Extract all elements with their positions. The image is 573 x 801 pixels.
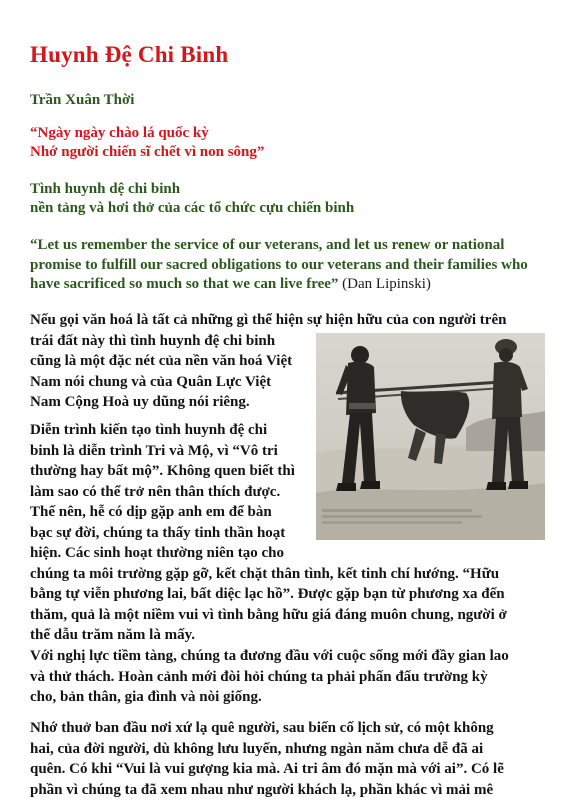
paragraph-line: thăm, quả là một niềm vui vì tình bằng hữu giá đáng muôn chung, người ở — [30, 606, 507, 623]
paragraph-line: hai, của đời người, dù không lưu luyến, nhưng ngàn năm chưa dễ đã ai — [30, 740, 484, 757]
quote-line: “Ngày ngày chào lá quốc kỳ — [30, 125, 209, 141]
paragraph-line: bạc sự đời, chúng ta thấy tinh thần hoạt — [30, 524, 286, 541]
paragraph-line: Với nghị lực tiềm tàng, chúng ta đương đầu với cuộc sống mới đầy gian lao — [30, 648, 509, 664]
paragraph-line: Nam nói chung và của Quân Lực Việt — [30, 373, 272, 390]
paragraph-line: bằng tự viễn phương lai, bất diệc lạc hồ”. Được gặp bạn từ phương xa đến — [30, 586, 505, 602]
paragraph-line: thường hay bất mộ”. Không quen biết thì — [30, 463, 295, 479]
paragraph-line: Thế nên, hễ có dịp gặp anh em để bàn — [30, 504, 272, 520]
paragraph-line: và thử thách. Hoàn cảnh mới đòi hỏi chúng ta phải phấn đấu trường kỳ — [30, 668, 488, 685]
paragraph-line: thế dẫu trăm năm là mấy. — [30, 627, 195, 643]
soldiers-carrying-stretcher-photo — [316, 333, 545, 540]
paragraph — [30, 646, 509, 708]
paragraph-line: làm sao có thể trở nên thân thích được. — [30, 483, 281, 500]
paragraph-line: Nhớ thuở ban đầu nơi xứ lạ quê người, sau biến cố lịch sử, có một không — [30, 720, 494, 736]
english-quote-text: “Let us remember the service of our veterans, and let us renew or national promise to fulfill our sacred obligations to our veterans and their families who have sacrificed so much so that we can live free” — [30, 237, 528, 292]
paragraph-line: quên. Có khi “Vui là vui gượng kia mà. Ai tri âm đó mặn mà với ai”. Có lẽ — [30, 761, 504, 777]
paragraph-line: chúng ta môi trường gặp gỡ, kết chặt thân tình, kết tinh chí hướng. “Hữu — [30, 565, 500, 582]
paragraph-line: binh là diễn trình Tri và Mộ, vì “Vô tri — [30, 442, 278, 459]
paragraph-line: phần vì chúng ta đã xem nhau như người khách lạ, phần khác vì mải mê — [30, 781, 494, 798]
paragraph — [30, 718, 504, 800]
author-name: Trần Xuân Thời — [30, 92, 135, 108]
english-quote — [30, 236, 545, 295]
quote-line: Nhớ người chiến sĩ chết vì non sông” — [30, 144, 265, 160]
subtitle-line: nền tảng và hơi thở của các tổ chức cựu chiến binh — [30, 200, 355, 216]
paragraph-line: Diễn trình kiến tạo tình huynh đệ chi — [30, 422, 268, 438]
paragraph-line: Nếu gọi văn hoá là tất cả những gì thể hiện sự hiện hữu của con người trên — [30, 312, 507, 328]
quote-attribution: (Dan Lipinski) — [342, 276, 431, 292]
paragraph-line: cũng là một đặc nét của nền văn hoá Việt — [30, 353, 293, 369]
paragraph-line: Nam Cộng Hoà uy dũng nói riêng. — [30, 394, 250, 410]
vietnamese-quote — [30, 124, 264, 162]
subtitle-line: Tình huynh dệ chi binh — [30, 181, 181, 197]
paragraph-line: trái đất này thì tình huynh đệ chi binh — [30, 332, 276, 349]
paragraph-line: cho, bản thân, gia đình và nòi giống. — [30, 689, 262, 705]
paragraph-line: hiện. Các sinh hoạt thường niên tạo cho — [30, 545, 285, 561]
page-title: Huynh Đệ Chi Binh — [30, 42, 229, 67]
subtitle — [30, 180, 354, 218]
